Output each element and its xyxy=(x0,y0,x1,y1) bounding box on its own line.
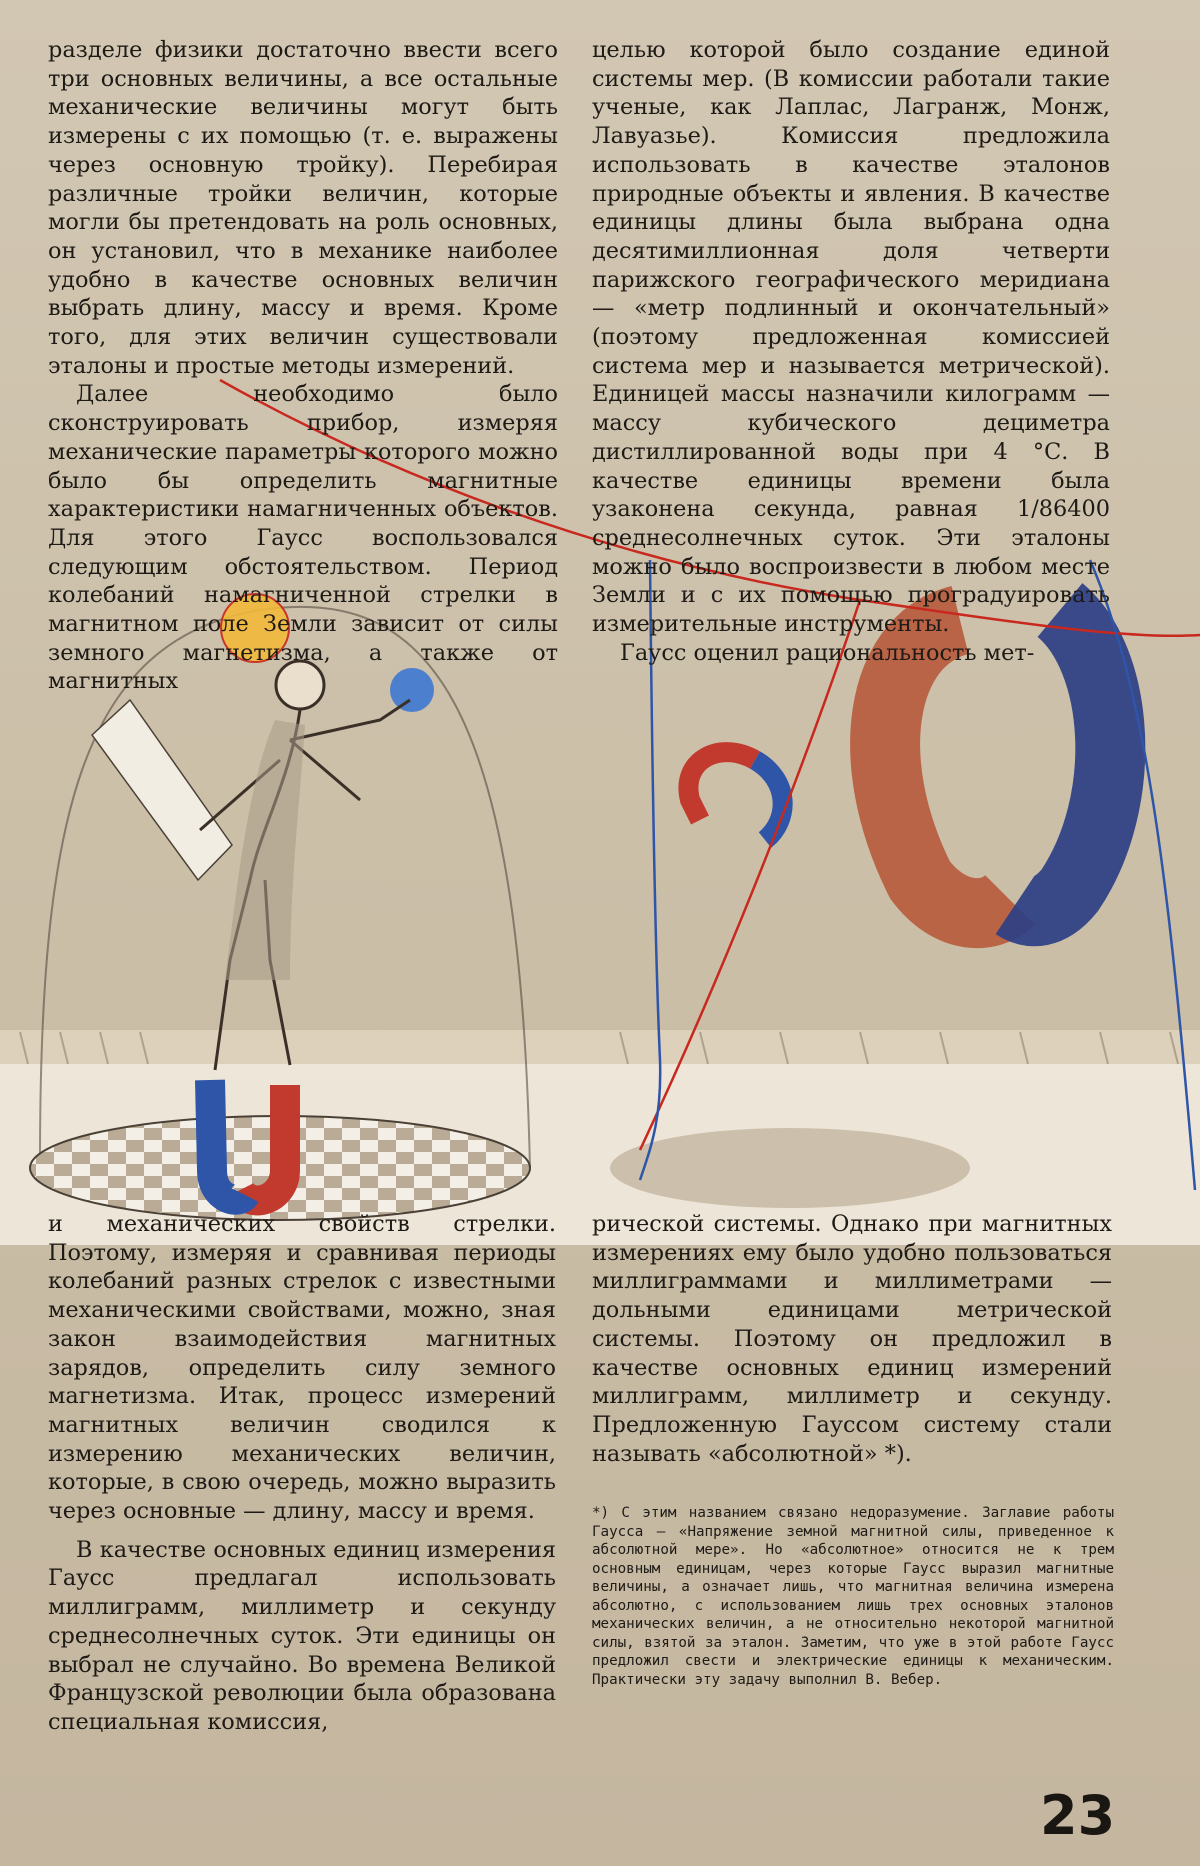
hanging-magnet xyxy=(688,752,755,820)
page-number: 23 xyxy=(1040,1784,1116,1847)
text-column-top-right xyxy=(592,36,1110,667)
text-column-bottom-left xyxy=(48,1210,556,1737)
jester-figure xyxy=(200,661,410,1070)
paragraph: и механических свойств стрелки. Поэтому, измеряя и сравнивая периоды колебаний разных стрелок с известными механическими свойствами, можно, зная закон взаимодействия магнитных зарядов, определить силу земного магнетизма. Итак, процесс измерений магнитных величин сводился к измерению механических величин, которые, в свою очередь, можно выразить через основные — длину, массу и время. xyxy=(48,1211,556,1525)
paragraph: целью которой было создание единой системы мер. (В комиссии работали такие ученые, как Лаплас, Лагранж, Монж, Лавуазье). Комиссия предложила использовать в качестве эталонов природные объекты и явления. В качестве единицы длины была выбрана одна десятимиллионная доля четверти парижского географического меридиана — «метр подлинный и окончательный» (поэтому предложенная комиссией система мер и называется метрической). Единицей массы назначили килограмм — массу кубического дециметра дистиллированной воды при 4 °С. В качестве единицы времени была узаконена секунда, равная 1/86400 среднесолнечных суток. Эти эталоны можно было воспроизвести в любом месте Земли и с их помощью проградуировать измерительные инструменты. xyxy=(592,37,1110,638)
text-column-top-left xyxy=(48,36,558,696)
paragraph: рической системы. Однако при магнитных измерениях ему было удобно пользоваться миллиграммами и миллиметрами — дольными единицами метрической системы. Поэтому он предложил в качестве основных единиц измерений миллиграмм, миллиметр и секунду. Предложенную Гауссом систему стали называть «абсолютной» *). xyxy=(592,1211,1112,1467)
paragraph: разделе физики достаточно ввести всего три основных величины, а все остальные механические величины могут быть измерены с их помощью (т. е. выражены через основную тройку). Перебирая различные тройки величин, которые могли бы претендовать на роль основных, он установил, что в механике наиболее удобно в качестве основных величин выбрать длину, массу и время. Кроме того, для этих величин существовали эталоны и простые методы измерений. xyxy=(48,37,558,379)
paragraph: В качестве основных единиц измерения Гаусс предлагал использовать миллиграмм, миллиметр и секунду среднесолнечных суток. Эти единицы он выбрал не случайно. Во времена Великой Французской революции была образована специальная комиссия, xyxy=(48,1536,556,1735)
paragraph: Далее необходимо было сконструировать прибор, измеряя механические параметры которого можно было бы определить магнитные характеристики намагниченных объектов. Для этого Гаусс воспользовался следующим обстоятельством. Период колебаний намагниченной стрелки в магнитном поле Земли зависит от силы земного магнетизма, а также от магнитных xyxy=(48,381,558,695)
floor-shadow xyxy=(610,1128,970,1208)
footnote: *) С этим названием связано недоразумение. Заглавие работы Гаусса — «Напряжение земной магнитной силы, приведенное к абсолютной мере». Но «абсолютное» относится не к трем основным единицам, через которые Гаусс выразил магнитные величины, а означает лишь, что магнитная величина измерена абсолютно, с использованием лишь трех основных эталонов механических величин, а не относительно некоторой магнитной силы, взятой за эталон. Заметим, что уже в этой работе Гаусс предложил свести и электрические единицы к механическим. Практически эту задачу выполнил В. Вебер. xyxy=(592,1505,1114,1688)
paragraph: Гаусс оценил рациональность мет- xyxy=(620,639,1035,666)
text-column-bottom-right xyxy=(592,1210,1112,1468)
paper-sheet xyxy=(92,700,232,880)
figure-torso xyxy=(225,720,305,980)
